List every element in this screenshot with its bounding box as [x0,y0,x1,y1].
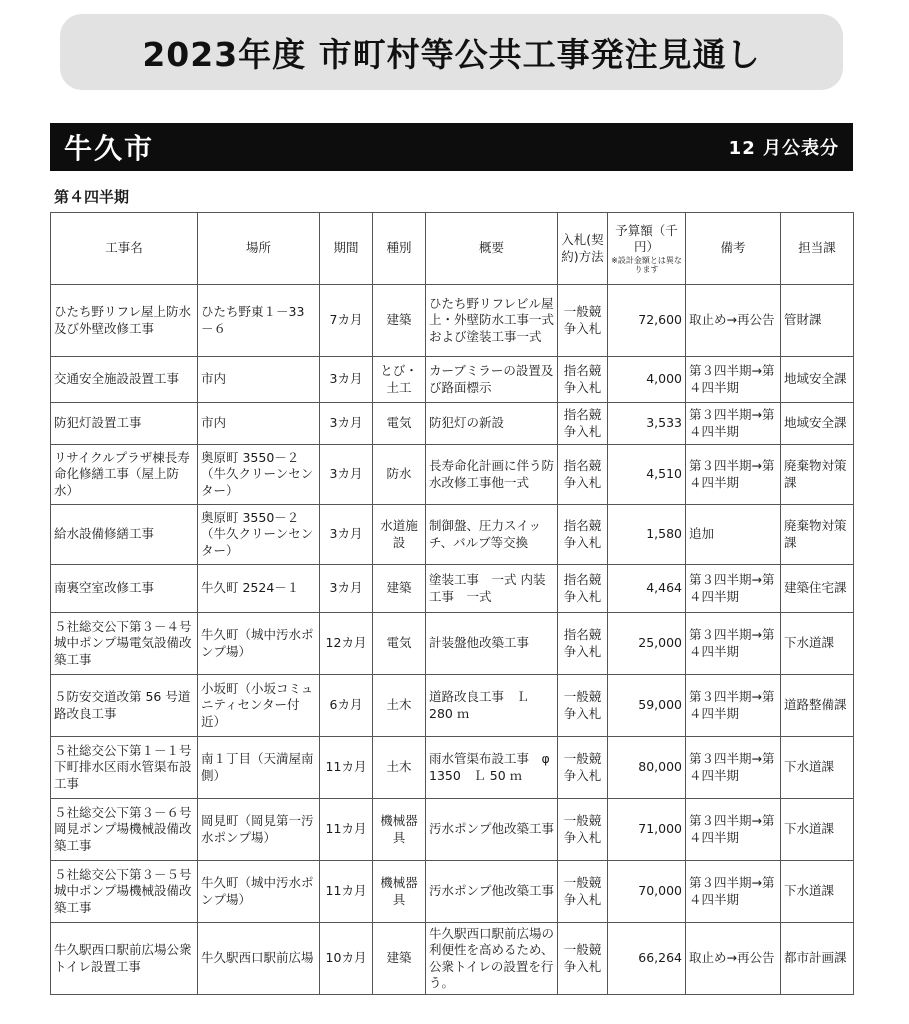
cell-summary: カーブミラーの設置及び路面標示 [426,357,558,403]
cell-dept: 地域安全課 [781,403,854,445]
cell-budget: 4,464 [608,565,686,613]
cell-period: 3カ月 [320,357,373,403]
cell-dept: 道路整備課 [781,675,854,737]
cell-dept: 下水道課 [781,861,854,923]
cell-method: 一般競争入札 [558,285,608,357]
cell-period: 3カ月 [320,505,373,565]
cell-remarks: 第３四半期→第４四半期 [686,565,781,613]
cell-dept: 地域安全課 [781,357,854,403]
works-table [50,212,854,995]
col-header-method: 入札(契約)方法 [558,213,608,285]
cell-method: 指名競争入札 [558,445,608,505]
cell-summary: ひたち野リフレビル屋上・外壁防水工事一式および塗装工事一式 [426,285,558,357]
cell-type: 土木 [373,737,426,799]
cell-period: 10カ月 [320,923,373,995]
cell-budget: 70,000 [608,861,686,923]
cell-period: 3カ月 [320,565,373,613]
cell-place: 岡見町（岡見第一汚水ポンプ場） [198,799,320,861]
cell-type: 水道施設 [373,505,426,565]
cell-summary: 計装盤他改築工事 [426,613,558,675]
table-row [51,357,854,403]
col-header-type: 種別 [373,213,426,285]
city-header-bar [50,123,853,171]
cell-type: 電気 [373,403,426,445]
col-header-place: 場所 [198,213,320,285]
cell-name: 防犯灯設置工事 [51,403,198,445]
cell-summary: 汚水ポンプ他改築工事 [426,799,558,861]
cell-remarks: 取止め→再公告 [686,285,781,357]
cell-name: 牛久駅西口駅前広場公衆トイレ設置工事 [51,923,198,995]
cell-period: 3カ月 [320,445,373,505]
col-header-budget [608,213,686,285]
cell-dept: 廃棄物対策課 [781,445,854,505]
cell-type: 建築 [373,923,426,995]
page-title: 2023年度 市町村等公共工事発注見通し [60,14,843,90]
cell-place: 牛久町 2524－１ [198,565,320,613]
cell-type: 建築 [373,285,426,357]
cell-method: 一般競争入札 [558,675,608,737]
col-header-name: 工事名 [51,213,198,285]
cell-summary: 制御盤、圧力スイッチ、バルブ等交換 [426,505,558,565]
table-body [51,285,854,995]
cell-period: 3カ月 [320,403,373,445]
cell-method: 指名競争入札 [558,505,608,565]
cell-place: ひたち野東１－33－６ [198,285,320,357]
cell-budget: 4,510 [608,445,686,505]
cell-type: 機械器具 [373,799,426,861]
cell-place: 市内 [198,403,320,445]
budget-header-note: ※設計金額とは異なります [611,255,682,274]
table-row [51,861,854,923]
cell-place: 牛久町（城中汚水ポンプ場） [198,861,320,923]
quarter-label: 第４四半期 [54,188,130,206]
cell-place: 牛久町（城中汚水ポンプ場） [198,613,320,675]
cell-summary: 防犯灯の新設 [426,403,558,445]
city-name: 牛久市 [64,132,155,165]
col-header-summary: 概要 [426,213,558,285]
cell-budget: 1,580 [608,505,686,565]
cell-budget: 71,000 [608,799,686,861]
cell-budget: 66,264 [608,923,686,995]
cell-name: 給水設備修繕工事 [51,505,198,565]
cell-remarks: 第３四半期→第４四半期 [686,445,781,505]
cell-period: 7カ月 [320,285,373,357]
cell-remarks: 第３四半期→第４四半期 [686,357,781,403]
cell-name: ５社総交公下第１－１号下町排水区雨水管渠布設工事 [51,737,198,799]
cell-method: 一般競争入札 [558,861,608,923]
cell-dept: 廃棄物対策課 [781,505,854,565]
cell-type: 防水 [373,445,426,505]
cell-method: 指名競争入札 [558,565,608,613]
cell-name: リサイクルプラザ棟長寿命化修繕工事（屋上防水） [51,445,198,505]
cell-period: 11カ月 [320,861,373,923]
table-row [51,923,854,995]
publish-note: 12 月公表分 [728,138,839,159]
cell-remarks: 第３四半期→第４四半期 [686,861,781,923]
cell-budget: 72,600 [608,285,686,357]
cell-dept: 下水道課 [781,737,854,799]
cell-period: 11カ月 [320,737,373,799]
cell-remarks: 第３四半期→第４四半期 [686,403,781,445]
cell-method: 指名競争入札 [558,357,608,403]
cell-remarks: 取止め→再公告 [686,923,781,995]
cell-budget: 25,000 [608,613,686,675]
cell-name: ５防安交道改第 56 号道路改良工事 [51,675,198,737]
cell-method: 指名競争入札 [558,613,608,675]
cell-type: 機械器具 [373,861,426,923]
table-row [51,445,854,505]
col-header-period: 期間 [320,213,373,285]
cell-method: 一般競争入札 [558,799,608,861]
cell-method: 指名競争入札 [558,403,608,445]
col-header-dept: 担当課 [781,213,854,285]
table-row [51,403,854,445]
cell-period: 6カ月 [320,675,373,737]
cell-budget: 59,000 [608,675,686,737]
cell-type: 電気 [373,613,426,675]
cell-name: 交通安全施設設置工事 [51,357,198,403]
cell-dept: 建築住宅課 [781,565,854,613]
cell-remarks: 第３四半期→第４四半期 [686,799,781,861]
cell-dept: 下水道課 [781,613,854,675]
table-header-row [51,213,854,285]
cell-method: 一般競争入札 [558,737,608,799]
cell-summary: 雨水管渠布設工事 φ 1350 Ｌ 50 ｍ [426,737,558,799]
cell-name: 南裏空室改修工事 [51,565,198,613]
cell-remarks: 第３四半期→第４四半期 [686,613,781,675]
cell-type: とび・土工 [373,357,426,403]
table-row [51,613,854,675]
cell-name: ５社総交公下第３－５号城中ポンプ場機械設備改築工事 [51,861,198,923]
cell-place: 牛久駅西口駅前広場 [198,923,320,995]
cell-summary: 牛久駅西口駅前広場の利便性を高めるため、公衆トイレの設置を行う。 [426,923,558,995]
cell-budget: 80,000 [608,737,686,799]
cell-dept: 管財課 [781,285,854,357]
table-row [51,799,854,861]
cell-remarks: 第３四半期→第４四半期 [686,737,781,799]
cell-method: 一般競争入札 [558,923,608,995]
cell-name: ひたち野リフレ屋上防水及び外壁改修工事 [51,285,198,357]
cell-summary: 塗装工事 一式 内装工事 一式 [426,565,558,613]
table-row [51,565,854,613]
cell-place: 奥原町 3550－２（牛久クリーンセンター） [198,505,320,565]
cell-summary: 道路改良工事 Ｌ 280 ｍ [426,675,558,737]
col-header-remarks: 備考 [686,213,781,285]
cell-place: 奥原町 3550－２（牛久クリーンセンター） [198,445,320,505]
cell-summary: 汚水ポンプ他改築工事 [426,861,558,923]
cell-name: ５社総交公下第３－４号城中ポンプ場電気設備改築工事 [51,613,198,675]
cell-place: 南１丁目（天満屋南側） [198,737,320,799]
cell-budget: 3,533 [608,403,686,445]
cell-remarks: 第３四半期→第４四半期 [686,675,781,737]
cell-type: 土木 [373,675,426,737]
table-row [51,737,854,799]
cell-name: ５社総交公下第３－６号岡見ポンプ場機械設備改築工事 [51,799,198,861]
cell-budget: 4,000 [608,357,686,403]
table-row [51,675,854,737]
budget-header-label: 予算額（千円） [615,223,678,255]
cell-type: 建築 [373,565,426,613]
cell-period: 12カ月 [320,613,373,675]
table-row [51,285,854,357]
cell-summary: 長寿命化計画に伴う防水改修工事他一式 [426,445,558,505]
cell-remarks: 追加 [686,505,781,565]
table-row [51,505,854,565]
cell-dept: 都市計画課 [781,923,854,995]
cell-place: 小坂町（小坂コミュニティセンター付近） [198,675,320,737]
cell-place: 市内 [198,357,320,403]
cell-period: 11カ月 [320,799,373,861]
cell-dept: 下水道課 [781,799,854,861]
